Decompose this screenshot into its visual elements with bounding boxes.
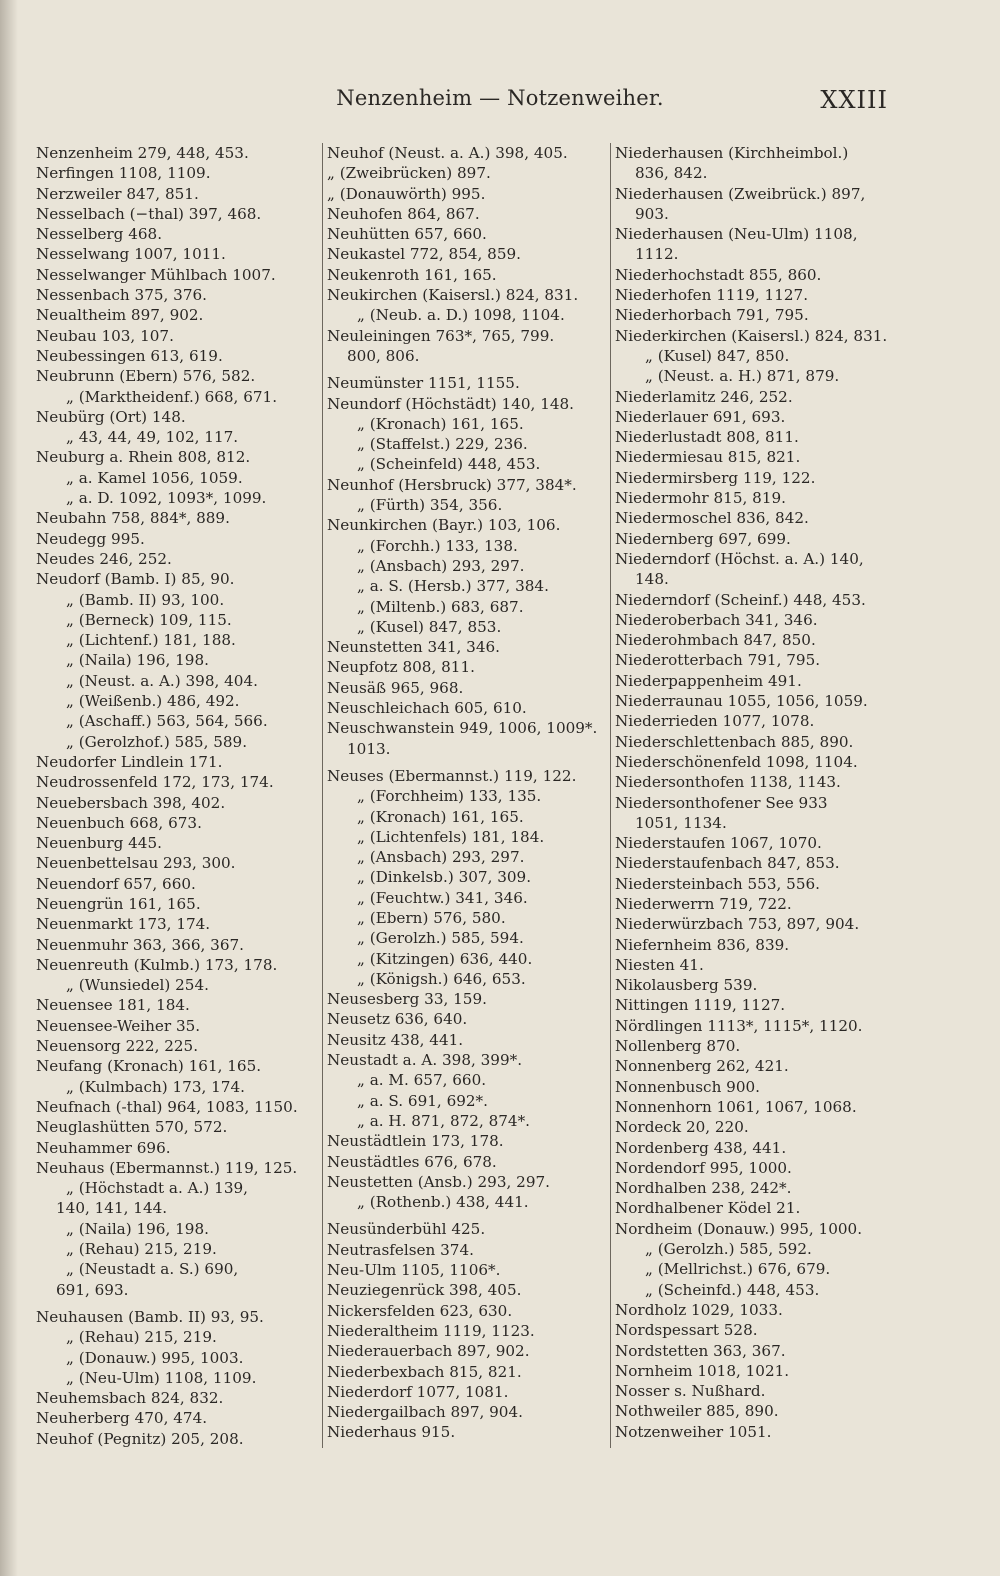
index-entry: Nordhalbener Ködel 21. <box>615 1199 801 1218</box>
index-entry: „ (Donauw.) 995, 1003. <box>66 1348 244 1367</box>
index-entry: Niedersonthofen 1138, 1143. <box>615 773 841 792</box>
index-entry: Nordspessart 528. <box>615 1321 758 1340</box>
index-entry: Niederaltheim 1119, 1123. <box>327 1321 535 1340</box>
index-entry: Neufnach (-thal) 964, 1083, 1150. <box>36 1097 298 1116</box>
index-entry: „ (Staffelst.) 229, 236. <box>357 435 528 454</box>
index-entry: Neuhof (Pegnitz) 205, 208. <box>36 1429 244 1448</box>
index-entry: Nordholz 1029, 1033. <box>615 1300 783 1319</box>
index-entry: Niederndorf (Höchst. a. A.) 140, <box>615 549 864 568</box>
index-entry: Nordenberg 438, 441. <box>615 1138 787 1157</box>
index-entry: „ (Donauwörth) 995. <box>327 184 486 203</box>
index-entry: Niederoberbach 341, 346. <box>615 610 818 629</box>
index-entry: „ (Feuchtw.) 341, 346. <box>357 888 528 907</box>
index-entry: Nordheim (Donauw.) 995, 1000. <box>615 1219 863 1238</box>
index-entry: Nenzenheim 279, 448, 453. <box>36 144 249 162</box>
index-entry: „ (Lichtenf.) 181, 188. <box>66 631 236 650</box>
index-entry: Neunstetten 341, 346. <box>327 638 500 657</box>
index-entry: Neudorfer Lindlein 171. <box>36 752 223 771</box>
index-entry: 800, 806. <box>347 346 420 365</box>
index-entry: „ (Ebern) 576, 580. <box>357 908 506 927</box>
index-entry: Nordhalben 238, 242*. <box>615 1179 792 1198</box>
index-entry: 836, 842. <box>635 164 708 183</box>
index-entry: „ (Kronach) 161, 165. <box>357 807 524 826</box>
index-entry: „ (Rothenb.) 438, 441. <box>357 1193 529 1212</box>
index-entry: „ (Rehau) 215, 219. <box>66 1328 217 1347</box>
index-entry: Niedermohr 815, 819. <box>615 489 786 508</box>
index-entry: Niederrieden 1077, 1078. <box>615 712 815 731</box>
index-entry: „ (Naila) 196, 198. <box>66 651 209 670</box>
index-entry: Niederbexbach 815, 821. <box>327 1362 522 1381</box>
index-entry: „ (Aschaff.) 563, 564, 566. <box>66 712 268 731</box>
index-entry: „ (Wunsiedel) 254. <box>66 976 209 995</box>
index-entry: „ (Ansbach) 293, 297. <box>357 556 525 575</box>
index-entry: Neuensorg 222, 225. <box>36 1037 199 1056</box>
index-entry: 1051, 1134. <box>635 813 727 832</box>
index-entry: Nesselwanger Mühlbach 1007. <box>36 265 276 284</box>
index-entry: „ (Kitzingen) 636, 440. <box>357 949 533 968</box>
index-entry: Neuburg a. Rhein 808, 812. <box>36 448 251 467</box>
index-entry: 691, 693. <box>56 1280 129 1299</box>
index-entry: Nordeck 20, 220. <box>615 1118 749 1137</box>
index-entry: „ (Gerolzh.) 585, 594. <box>357 929 524 948</box>
index-entry: Neubürg (Ort) 148. <box>36 407 186 426</box>
index-entry: Neumünster 1151, 1155. <box>327 374 520 393</box>
index-entry: Neutrasfelsen 374. <box>327 1240 474 1259</box>
index-entry: „ (Ansbach) 293, 297. <box>357 848 525 867</box>
index-entry: Niederotterbach 791, 795. <box>615 651 821 670</box>
index-entry: „ (Forchh.) 133, 138. <box>357 536 518 555</box>
index-entry: „ (Kronach) 161, 165. <box>357 414 524 433</box>
index-entry: Niederohmbach 847, 850. <box>615 631 816 650</box>
index-entry: Nosser s. Nußhard. <box>615 1382 766 1401</box>
index-entry: „ a. M. 657, 660. <box>357 1071 487 1090</box>
index-entry: Neufang (Kronach) 161, 165. <box>36 1057 262 1076</box>
index-entry: Neuhemsbach 824, 832. <box>36 1389 224 1408</box>
index-entry: Neuenbettelsau 293, 300. <box>36 854 236 873</box>
index-entry: Neuenmarkt 173, 174. <box>36 915 211 934</box>
index-entry: „ (Bamb. II) 93, 100. <box>66 590 225 609</box>
index-entry: Nördlingen 1113*, 1115*, 1120. <box>615 1016 863 1035</box>
index-entry: „ a. D. 1092, 1093*, 1099. <box>66 489 267 508</box>
index-entry: „ (Gerolzh.) 585, 592. <box>645 1240 812 1259</box>
index-entry: „ a. S. 691, 692*. <box>357 1091 488 1110</box>
index-entry: Neuschleichach 605, 610. <box>327 699 527 718</box>
index-entry: Nollenberg 870. <box>615 1037 741 1056</box>
index-entry: „ (Dinkelsb.) 307, 309. <box>357 868 532 887</box>
page-header <box>0 86 1000 126</box>
index-entry: Niederschlettenbach 885, 890. <box>615 732 854 751</box>
index-entry: Nonnenbusch 900. <box>615 1077 760 1096</box>
page-edge-shadow <box>0 0 18 1576</box>
index-entry: Niedersonthofener See 933 <box>615 793 828 812</box>
index-entry: „ (Königsh.) 646, 653. <box>357 969 526 988</box>
index-entry: Niedersteinbach 553, 556. <box>615 874 820 893</box>
index-entry: Niederhausen (Neu-Ulm) 1108, <box>615 225 858 244</box>
index-entry: „ (Kusel) 847, 853. <box>357 617 502 636</box>
index-entry: Niedergailbach 897, 904. <box>327 1403 523 1422</box>
index-entry: Neuziegenrück 398, 405. <box>327 1281 522 1300</box>
index-entry: Nesselwang 1007, 1011. <box>36 245 226 264</box>
index-entry: Niederschönenfeld 1098, 1104. <box>615 752 858 771</box>
index-entry: „ (Marktheidenf.) 668, 671. <box>66 387 278 406</box>
index-entry: Nesselberg 468. <box>36 225 163 244</box>
index-entry: Neudrossenfeld 172, 173, 174. <box>36 773 274 792</box>
index-entry: Neubessingen 613, 619. <box>36 346 223 365</box>
index-entry: Nerfingen 1108, 1109. <box>36 164 211 183</box>
index-entry: Notzenweiher 1051. <box>615 1422 772 1441</box>
index-entry: Niederwürzbach 753, 897, 904. <box>615 915 860 934</box>
index-entry: Neuhütten 657, 660. <box>327 225 487 244</box>
index-entry: „ (Gerolzhof.) 585, 589. <box>66 732 248 751</box>
index-entry: Neuendorf 657, 660. <box>36 874 196 893</box>
index-entry: Neu-Ulm 1105, 1106*. <box>327 1261 501 1280</box>
index-entry: Niederdorf 1077, 1081. <box>327 1382 509 1401</box>
index-entry: Neustädtles 676, 678. <box>327 1152 497 1171</box>
index-entry: Neudes 246, 252. <box>36 549 172 568</box>
index-entry: Neualtheim 897, 902. <box>36 306 204 325</box>
index-entry: Neubahn 758, 884*, 889. <box>36 509 230 528</box>
index-entry: Neuhofen 864, 867. <box>327 204 480 223</box>
index-entry: Niefernheim 836, 839. <box>615 935 790 954</box>
index-entry: Nittingen 1119, 1127. <box>615 996 786 1015</box>
index-entry: Neusäß 965, 968. <box>327 678 464 697</box>
index-entry: Neukenroth 161, 165. <box>327 265 497 284</box>
index-entry: Niederwerrn 719, 722. <box>615 894 792 913</box>
index-entry: Niederhausen (Zweibrück.) 897, <box>615 184 866 203</box>
index-entry: Niederstaufen 1067, 1070. <box>615 834 822 853</box>
index-entry: Nesselbach (−thal) 397, 468. <box>36 204 262 223</box>
index-entry: Niederhaus 915. <box>327 1423 456 1442</box>
index-column-3 <box>610 143 895 1448</box>
index-entry: Neubau 103, 107. <box>36 326 174 345</box>
index-entry: Neusesberg 33, 159. <box>327 990 487 1009</box>
index-entry: Niederraunau 1055, 1056, 1059. <box>615 692 868 711</box>
index-entry: „ 43, 44, 49, 102, 117. <box>66 428 239 447</box>
index-entry: Nothweiler 885, 890. <box>615 1402 779 1421</box>
index-entry: Niedermoschel 836, 842. <box>615 509 809 528</box>
index-entry: 148. <box>635 570 669 589</box>
index-entry: 1013. <box>347 739 391 758</box>
index-entry: „ (Neu-Ulm) 1108, 1109. <box>66 1368 257 1387</box>
index-entry: „ (Forchheim) 133, 135. <box>357 787 542 806</box>
index-entry: „ (Mellrichst.) 676, 679. <box>645 1260 831 1279</box>
index-entry: Niedernberg 697, 699. <box>615 529 791 548</box>
page-title: Nenzenheim — Notzenweiher. <box>336 86 664 110</box>
index-entry: Nickersfelden 623, 630. <box>327 1301 513 1320</box>
index-entry: 140, 141, 144. <box>56 1199 168 1218</box>
index-entry: Neuenbuch 668, 673. <box>36 813 202 832</box>
index-entry: Neundorf (Höchstädt) 140, 148. <box>327 394 575 413</box>
index-entry: Niederlamitz 246, 252. <box>615 387 793 406</box>
index-entry: Niederhausen (Kirchheimbol.) <box>615 144 849 162</box>
index-entry: „ (Miltenb.) 683, 687. <box>357 597 524 616</box>
index-entry: Neustädtlein 173, 178. <box>327 1132 504 1151</box>
index-entry: „ (Berneck) 109, 115. <box>66 610 232 629</box>
index-entry: Nordendorf 995, 1000. <box>615 1158 792 1177</box>
index-entry: Neuensee 181, 184. <box>36 996 190 1015</box>
index-entry: „ (Kulmbach) 173, 174. <box>66 1077 245 1096</box>
index-entry: Neuglashütten 570, 572. <box>36 1118 228 1137</box>
index-entry: Neuenreuth (Kulmb.) 173, 178. <box>36 955 278 974</box>
index-entry: Neukastel 772, 854, 859. <box>327 245 521 264</box>
index-entry: Neuengrün 161, 165. <box>36 894 201 913</box>
index-entry: Niederlauer 691, 693. <box>615 407 786 426</box>
index-entry: Niedermiesau 815, 821. <box>615 448 801 467</box>
index-entry: „ a. H. 871, 872, 874*. <box>357 1111 531 1130</box>
index-entry: Neuschwanstein 949, 1006, 1009*. <box>327 719 598 738</box>
index-entry: Neuhausen (Bamb. II) 93, 95. <box>36 1307 264 1326</box>
index-entry: Neustadt a. A. 398, 399*. <box>327 1051 523 1070</box>
index-entry: „ (Zweibrücken) 897. <box>327 164 491 183</box>
index-entry: Neuebersbach 398, 402. <box>36 793 226 812</box>
index-entry: Neuhaus (Ebermannst.) 119, 125. <box>36 1158 298 1177</box>
index-entry: Nessenbach 375, 376. <box>36 286 207 305</box>
index-entry: Neuhof (Neust. a. A.) 398, 405. <box>327 144 568 162</box>
index-entry: Niederlustadt 808, 811. <box>615 428 799 447</box>
index-entry: „ (Scheinfeld) 448, 453. <box>357 455 541 474</box>
index-entry: „ (Neustadt a. S.) 690, <box>66 1260 239 1279</box>
index-entry: Niederndorf (Scheinf.) 448, 453. <box>615 590 866 609</box>
index-entry: Neusitz 438, 441. <box>327 1030 464 1049</box>
index-entry: Neudegg 995. <box>36 529 145 548</box>
index-entry: Niederauerbach 897, 902. <box>327 1342 530 1361</box>
index-entry: Neuhammer 696. <box>36 1138 171 1157</box>
index-entry: Neusetz 636, 640. <box>327 1010 468 1029</box>
index-entry: „ (Scheinfd.) 448, 453. <box>645 1280 820 1299</box>
index-entry: Nornheim 1018, 1021. <box>615 1361 790 1380</box>
index-entry: Neuleiningen 763*, 765, 799. <box>327 326 555 345</box>
index-entry: Neuses (Ebermannst.) 119, 122. <box>327 766 577 785</box>
index-entry: „ (Neub. a. D.) 1098, 1104. <box>357 306 565 325</box>
index-entry: „ (Fürth) 354, 356. <box>357 496 503 515</box>
index-entry: Neukirchen (Kaisersl.) 824, 831. <box>327 286 579 305</box>
index-entry: Neunhof (Hersbruck) 377, 384*. <box>327 475 577 494</box>
index-entry: Niederhofen 1119, 1127. <box>615 286 809 305</box>
index-entry: Neupfotz 808, 811. <box>327 658 475 677</box>
index-entry: Neuensee-Weiher 35. <box>36 1016 201 1035</box>
index-entry: „ (Lichtenfels) 181, 184. <box>357 827 545 846</box>
index-entry: „ (Weißenb.) 486, 492. <box>66 692 240 711</box>
index-entry: Neuenmuhr 363, 366, 367. <box>36 935 244 954</box>
index-entry: Neunkirchen (Bayr.) 103, 106. <box>327 516 561 535</box>
index-entry: Niederhorbach 791, 795. <box>615 306 809 325</box>
index-entry: Nikolausberg 539. <box>615 976 758 995</box>
index-entry: Neuherberg 470, 474. <box>36 1409 208 1428</box>
index-entry: „ (Höchstadt a. A.) 139, <box>66 1179 248 1198</box>
index-entry: „ (Neust. a. H.) 871, 879. <box>645 367 840 386</box>
index-entry: Nordstetten 363, 367. <box>615 1341 786 1360</box>
index-entry: Niederkirchen (Kaisersl.) 824, 831. <box>615 326 888 345</box>
index-entry: Nonnenhorn 1061, 1067, 1068. <box>615 1097 857 1116</box>
index-entry: 1112. <box>635 245 679 264</box>
index-entry: „ (Kusel) 847, 850. <box>645 346 790 365</box>
index-entry: „ (Naila) 196, 198. <box>66 1219 209 1238</box>
index-column-1 <box>36 143 308 1449</box>
index-entry: „ a. S. (Hersb.) 377, 384. <box>357 577 549 596</box>
index-entry: Niederhochstadt 855, 860. <box>615 265 822 284</box>
index-entry: Niederpappenheim 491. <box>615 671 802 690</box>
index-entry: Niederstaufenbach 847, 853. <box>615 854 840 873</box>
index-entry: „ (Rehau) 215, 219. <box>66 1240 217 1259</box>
index-entry: „ (Neust. a. A.) 398, 404. <box>66 671 258 690</box>
index-column-2 <box>322 143 603 1448</box>
page-number: XXIII <box>820 86 888 114</box>
index-entry: Nonnenberg 262, 421. <box>615 1057 789 1076</box>
index-entry: Neuenburg 445. <box>36 834 162 853</box>
index-entry: Neustetten (Ansb.) 293, 297. <box>327 1172 550 1191</box>
index-entry: „ a. Kamel 1056, 1059. <box>66 468 243 487</box>
index-entry: 903. <box>635 204 669 223</box>
index-entry: Neubrunn (Ebern) 576, 582. <box>36 367 256 386</box>
index-entry: Neusünderbühl 425. <box>327 1220 486 1239</box>
index-entry: Neudorf (Bamb. I) 85, 90. <box>36 570 235 589</box>
index-entry: Niedermirsberg 119, 122. <box>615 468 816 487</box>
index-entry: Niesten 41. <box>615 955 704 974</box>
index-entry: Nerzweiler 847, 851. <box>36 184 199 203</box>
